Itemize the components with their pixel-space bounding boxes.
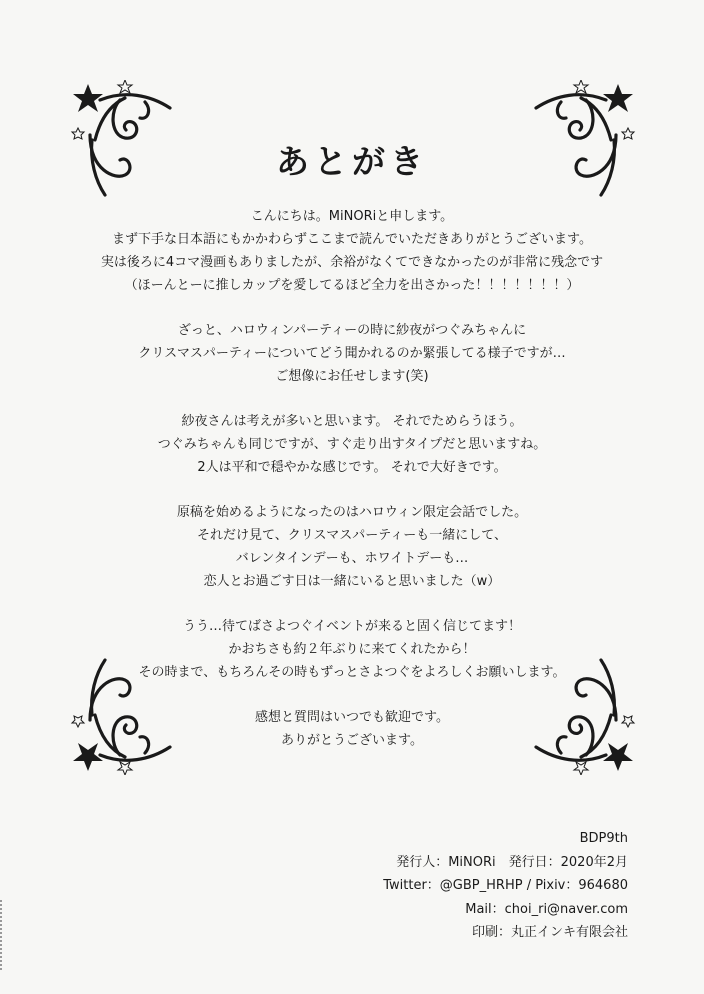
paragraph-greeting — [90, 205, 614, 297]
paragraph-hopes — [90, 615, 614, 684]
text-line: まず下手な日本語にもかかわらずここまで読んでいただきありがとうございます。 — [112, 232, 592, 247]
text-line: 恋人とお過ごす日は一緒にいると思いました（w） — [203, 574, 501, 589]
paragraph-thanks — [90, 706, 614, 752]
paragraph-story — [90, 319, 614, 388]
colophon — [383, 827, 628, 945]
paragraph-characters — [90, 410, 614, 479]
text-line: こんにちは。MiNORiと申します。 — [250, 209, 454, 224]
star-icon — [118, 80, 132, 93]
text-line: それだけ見て、クリスマスパーティーも一緒にして、 — [197, 528, 507, 543]
text-line: （ほーんとーに推しカップを愛してるほど全力を出さかった！！！！！！！） — [124, 278, 580, 293]
colophon-mail: Mail：choi_ri@naver.com — [465, 901, 628, 917]
text-line: うう…待てばさよつぐイベントが来ると固く信じてます！ — [182, 619, 521, 634]
text-line: ありがとうございます。 — [281, 733, 423, 748]
colophon-event: BDP9th — [579, 831, 628, 846]
text-line: 2人は平和で穏やかな感じです。 それで大好きです。 — [197, 460, 507, 475]
text-line: 感想と質問はいつでも歓迎です。 — [255, 710, 449, 725]
star-icon — [622, 716, 634, 727]
colophon-printer: 印刷：丸正インキ有限会社 — [471, 925, 628, 940]
colophon-publisher-date: 発行人：MiNORi 発行日：2020年2月 — [396, 854, 628, 870]
star-icon — [73, 84, 103, 112]
text-line: ざっと、ハロウィンパーティーの時に紗夜がつぐみちゃんに — [177, 323, 527, 338]
star-icon — [603, 84, 633, 112]
star-icon — [72, 716, 84, 727]
afterword-body — [90, 205, 614, 774]
text-line: 原稿を始めるようになったのはハロウィン限定会話でした。 — [176, 505, 528, 520]
text-line: つぐみちゃんも同じですが、すぐ走り出すタイプだと思いますね。 — [157, 437, 547, 452]
text-line: かおちさも約２年ぶりに来てくれたから！ — [228, 642, 476, 657]
text-line: 実は後ろに4コマ漫画もありましたが、余裕がなくてできなかったのが非常に残念です — [100, 255, 604, 270]
page-title: あとがき — [276, 142, 428, 181]
text-line: ご想像にお任せします(笑) — [275, 369, 429, 384]
paragraph-origin — [90, 501, 614, 593]
text-line: 紗夜さんは考えが多いと思います。 それでためらうほう。 — [181, 414, 523, 429]
colophon-social: Twitter：@GBP_HRHP / Pixiv：964680 — [383, 878, 628, 893]
star-icon — [574, 80, 588, 93]
binding-edge-mark — [0, 900, 7, 970]
text-line: その時まで、もちろんその時もずっとさよつぐをよろしくお願いします。 — [138, 665, 566, 680]
text-line: クリスマスパーティーについてどう聞かれるのか緊張してる様子ですが… — [138, 346, 566, 361]
text-line: バレンタインデーも、ホワイトデーも… — [235, 551, 469, 566]
